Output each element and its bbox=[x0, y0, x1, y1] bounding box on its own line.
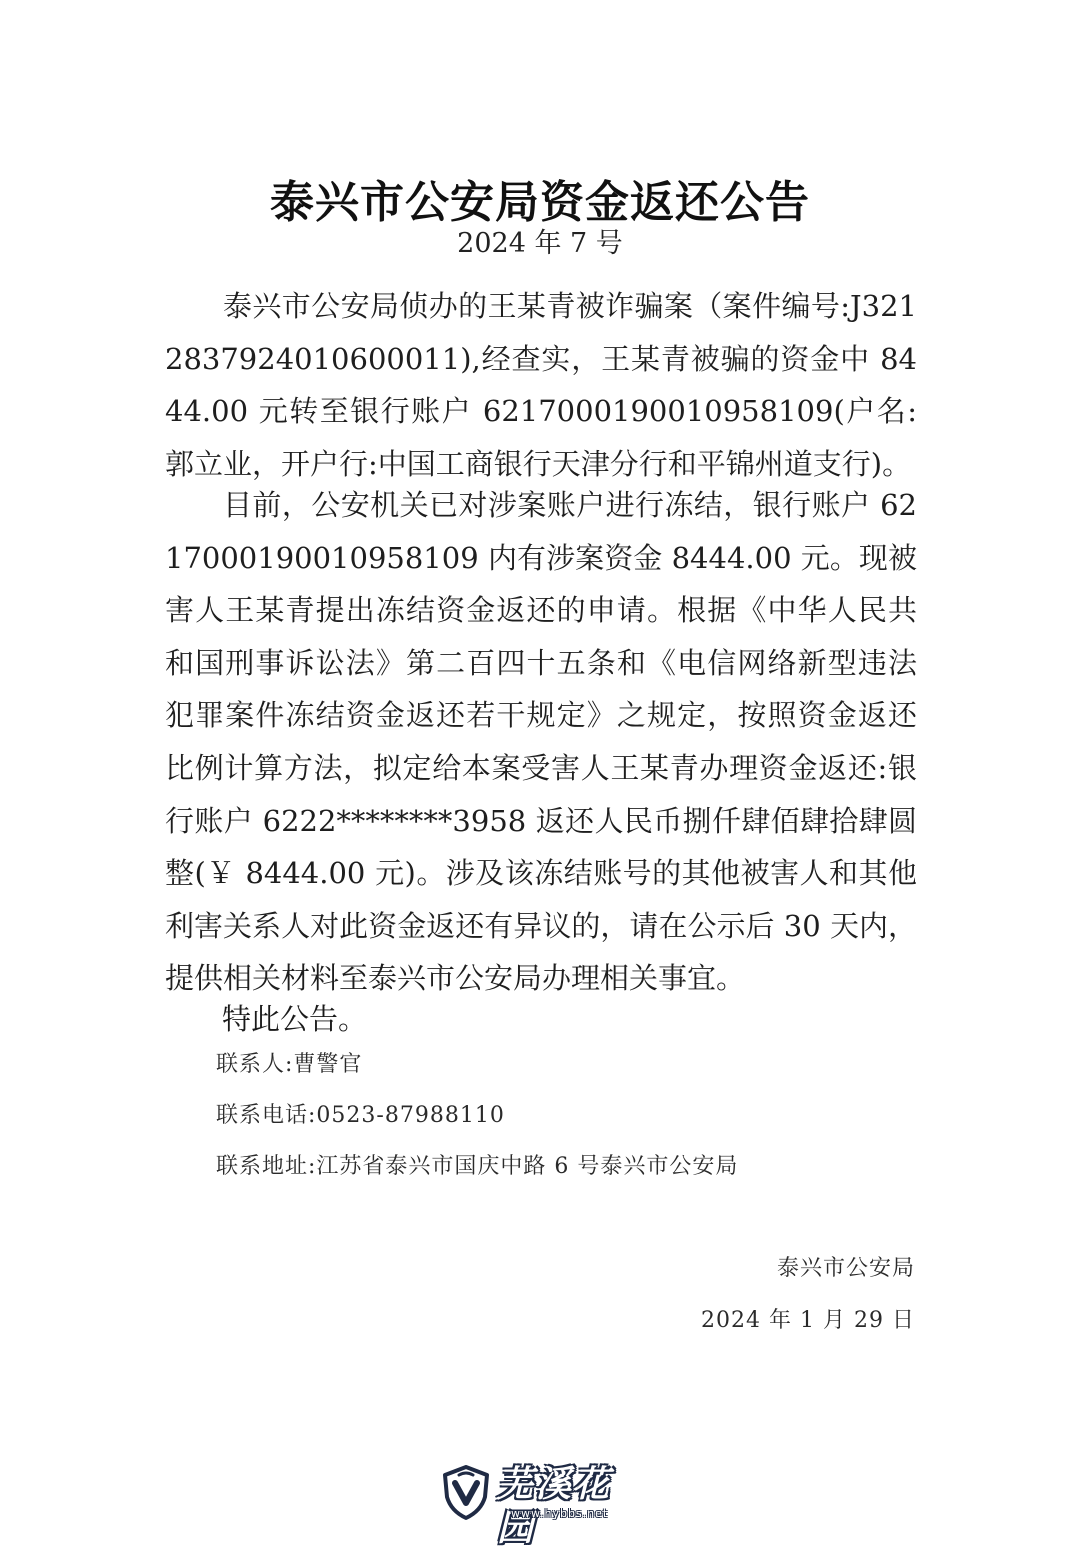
contact-phone: 联系电话:0523-87988110 bbox=[216, 1103, 505, 1128]
document-title: 泰兴市公安局资金返还公告 bbox=[270, 177, 810, 229]
watermark-site-name: 芜溪花园 bbox=[497, 1464, 612, 1549]
signature-date: 2024 年 1 月 29 日 bbox=[701, 1308, 915, 1333]
contact-address: 联系地址:江苏省泰兴市国庆中路 6 号泰兴市公安局 bbox=[216, 1154, 739, 1179]
shield-v-logo-icon bbox=[437, 1463, 495, 1521]
document-number: 2024 年 7 号 bbox=[457, 228, 623, 259]
contact-person: 联系人:曹警官 bbox=[216, 1052, 363, 1077]
watermark-url: www.hybbs.net bbox=[511, 1507, 609, 1520]
site-watermark bbox=[437, 1463, 647, 1549]
body-paragraph-refund: 目前，公安机关已对涉案账户进行冻结，银行账户 6217000190010958109 内有涉案资金 8444.00 元。现被害人王某青提出冻结资金返还的申请。根据《中华人民共和国刑事诉讼法》第二百四十五条和《电信网络新型违法犯罪案件冻结资金返还若干规定》之规定，按照资金返还比例计算方法，拟定给本案受害人王某青办理资金返还:银行账户 6222********3958 返还人民币捌仟肆佰肆拾肆圆整(￥ 8444.00 元)。涉及该冻结账号的其他被害人和其他利害关系人对此资金返还有异议的，请在公示后 30 天内，提供相关材料至泰兴市公安局办理相关事宜。 bbox=[165, 488, 917, 996]
body-paragraph-case: 泰兴市公安局侦办的王某青被诈骗案（案件编号:J3212837924010600011),经查实，王某青被骗的资金中 8444.00 元转至银行账户 6217000190010958109(户名:郭立业，开户行:中国工商银行天津分行和平锦州道支行)。 bbox=[165, 289, 917, 481]
closing-statement: 特此公告。 bbox=[222, 1002, 368, 1036]
signature-organization: 泰兴市公安局 bbox=[776, 1256, 915, 1281]
